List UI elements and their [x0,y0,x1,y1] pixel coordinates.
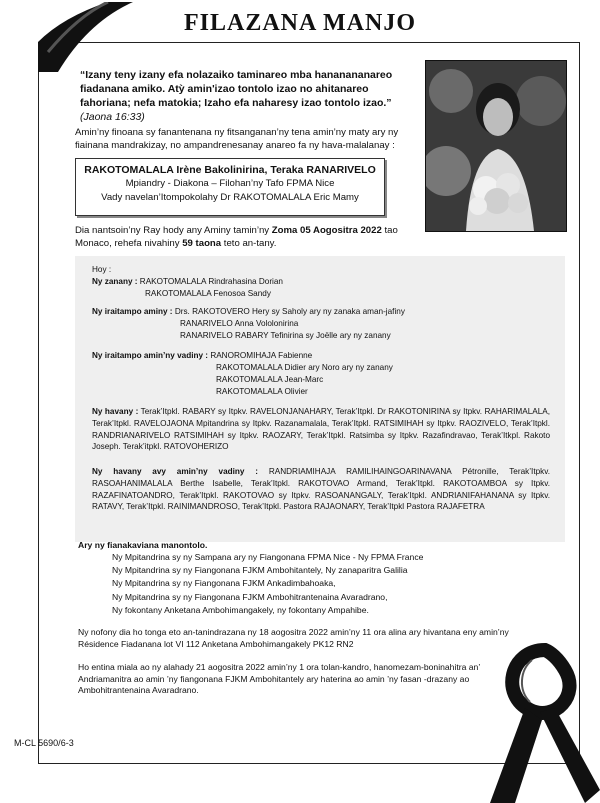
list-item: Ny Mpitandrina sy ny Fiangonana FJKM Ambohitrantenaina Avaradrano, [112,591,388,602]
reference-code: M-CL 5690/6-3 [14,738,74,748]
iraitampo-vadiny-name: RAKOTOMALALA Olivier [216,387,308,396]
iraitampo-vadiny-section [92,350,312,362]
iraitampo-vadiny-name: RAKOTOMALALA Didier ary Noro ary ny zanany [216,363,393,372]
quote-text: “Izany teny izany efa nolazaiko taminareo mba hananananareo fiadanana amiko. Atỳ amin'izao tontolo izao no ahitanareo fahoriana; nefa matokia; Izaho efa naharesy izao tontolo izao.” [80,69,393,109]
iraitampo-name: RANARIVELO Anna Vololonirina [180,319,299,328]
intro-text: Amin’ny finoana sy fanantenana ny fitsanganan’ny tena amin’ny maty ary ny fiainana mandrakizay, no ampandrenesanay anareo fa ny hava-malalanay : [75,127,399,151]
iraitampo-vadiny-name: RANOROMIHAJA Fabienne [210,351,313,360]
iraitampo-label: Ny iraitampo aminy : [92,307,173,316]
mourning-ribbon-bottom-icon [470,640,600,803]
havany-vadiny-label: Ny havany avy amin’ny vadiny : [92,467,259,476]
zanany-label: Ny zanany : [92,277,138,286]
list-item: Ny Mpitandrina sy ny Fiangonana FJKM Ambohitantely, Ny zanaparitra Galilia [112,565,408,576]
arrival-paragraph: Ny nofony dia ho tonga eto an-tanindrazana ny 18 aogositra 2022 amin’ny 11 ora alina ary hivantana eny amin’ny Résidence Fiadanana lot VI 112 Anketana Ambohimangakely PK12 RN2 [78,627,509,649]
quote-reference: (Jaona 16:33) [80,111,145,123]
iraitampo-vadiny-name: RAKOTOMALALA Jean-Marc [216,375,324,384]
deceased-box [75,158,385,216]
funeral-paragraph: Ho entina miala ao ny alahady 21 aogositra 2022 amin’ny 1 ora tolan-kandro, hanomezam-boninahitra an’ Andriamanitra ao amin ’ny fiangonana FJKM Ambohitantely ary haterina ao amin ’ny fasan -drazany ao Ambohitrantenaina Avaradrano. [78,662,480,695]
mourning-ribbon-top-icon [38,2,133,72]
list-item: Ny Mpitandrina sy ny Fiangonana FJKM Ankadimbahoaka, [112,578,336,589]
list-item: Ny Mpitandrina sy ny Sampana ary ny Fiangonana FPMA Nice - Ny FPMA France [112,552,424,562]
death-date: Zoma 05 Aogositra 2022 [271,225,382,236]
deceased-name: RAKOTOMALALA Irène Bakolinirina, Teraka RANARIVELO [84,164,376,176]
iraitampo-vadiny-label: Ny iraitampo amin’ny vadiny : [92,351,209,360]
fianakaviana-list [112,551,423,617]
death-text-mid: tao Monaco, rehefa nivahiny [75,225,398,249]
death-age: 59 taona [182,238,222,249]
portrait-image-icon [426,61,566,231]
havany-text: Terak’Itpkl. RABARY sy Itpkv. RAVELONJANAHARY, Terak’Itpkl. Dr RAKOTONIRINA sy Itpkv. RAHARIMALALA, Terak’Itpkl. RAVELOJAONA Mpitandrina sy Itpkv. Razanamalala, Terak’Itpkl. RATSIMIHAH sy Itpkv. RAOZIVELO, Terak’Itpkl. RANDRIANARIVELO RATSIMIHAH sy Itpkv. RAOZARY, Terak’Itpkl. Ratsimba sy Itpkv. Razafindravao, Terak’Itkpl. Rakoto Joseph. Terak’itpkl. RATOVOHERIZO [92,407,550,452]
zanany-name: RAKOTOMALALA Fenosoa Sandy [145,289,271,298]
zanany-name: RAKOTOMALALA Rindrahasina Dorian [139,277,283,286]
havany-label: Ny havany : [92,407,139,416]
fianakaviana-label: Ary ny fianakaviana manontolo. [78,540,208,550]
deceased-role: Mpiandry - Diakona – Filohan’ny Tafo FPMA Nice [125,178,335,189]
deceased-photo [425,60,567,232]
zanany-section [92,276,283,288]
list-item: Ny fokontany Anketana Ambohimangakely, ny fokontany Ampahibe. [112,604,369,615]
page-title: FILAZANA MANJO [183,10,416,36]
iraitampo-name: Drs. RAKOTOVERO Hery sy Saholy ary ny zanaka aman-jafiny [174,307,405,316]
iraitampo-name: RANARIVELO RABARY Tefinirina sy Joëlle ary ny zanany [180,331,391,340]
havany-vadiny-section [92,466,550,513]
bible-quote [80,68,400,124]
death-text-post: teto an-tany. [221,238,277,249]
iraitampo-section [92,306,405,318]
havany-section [92,406,550,453]
death-announcement [75,224,405,250]
havany-vadiny-text: RANDRIAMIHAJA RAMILIHAINGOARINAVANA Pétronille, Terak’Itpkv. RASOAHANIMALALA Berthe Isabelle, Terak’Itpkl. RAKOTOVAO Armand, Terak’Itpkl. RAKOTOAMBOA sy Itpkv. RAZAFINATOANDRO, Terak’Itpkl. RAKOTOVAO sy Itpkv. RASOANANGALY, Terak’Itpkl. ANDRIANIFAHANANA sy Itpkv. RATAVY, Terak’Itpkl. RAINIMANDROSO, Terak’Itpkl. Pastora RAJAONARY, Terak’Itpkl Pastora RAJAFETRA [92,467,551,512]
death-text-pre: Dia nantsoin’ny Ray hody any Aminy tamin’ny [75,225,272,236]
hoy-label: Hoy : [92,265,112,274]
deceased-spouse: Vady navelan’Itompokolahy Dr RAKOTOMALALA Eric Mamy [101,192,359,203]
